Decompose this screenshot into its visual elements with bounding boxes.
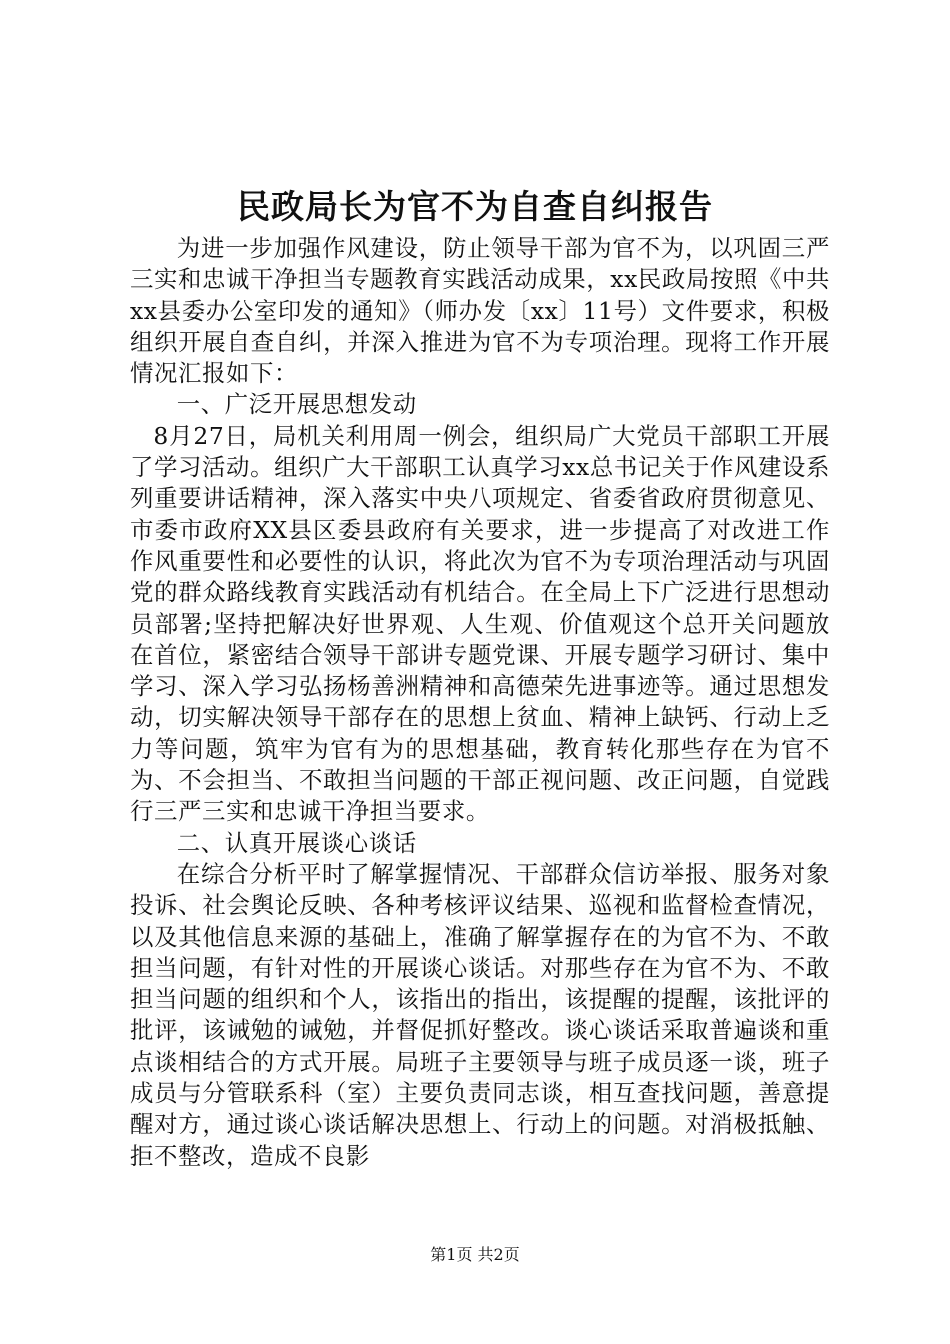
document-body	[130, 233, 830, 1172]
page-footer: 第1页 共2页	[430, 1245, 520, 1264]
section-2-paragraph: 在综合分析平时了解掌握情况、干部群众信访举报、服务对象投诉、社会舆论反映、各种考核评议结果、巡视和监督检查情况，以及其他信息来源的基础上，准确了解掌握存在的为官不为、不敢担当问题，有针对性的开展谈心谈话。对那些存在为官不为、不敢担当问题的组织和个人，该指出的指出，该提醒的提醒，该批评的批评，该诫勉的诫勉，并督促抓好整改。谈心谈话采取普遍谈和重点谈相结合的方式开展。局班子主要领导与班子成员逐一谈，班子成员与分管联系科（室）主要负责同志谈，相互查找问题，善意提醒对方，通过谈心谈话解决思想上、行动上的问题。对消极抵触、拒不整改，造成不良影	[130, 859, 830, 1170]
document-title: 民政局长为官不为自查自纠报告	[237, 187, 713, 226]
intro-paragraph: 为进一步加强作风建设，防止领导干部为官不为，以巩固三严三实和忠诚干净担当专题教育实践活动成果，xx民政局按照《中共xx县委办公室印发的通知》（师办发〔xx〕11号）文件要求，积极组织开展自查自纠，并深入推进为官不为专项治理。现将工作开展情况汇报如下：	[130, 234, 830, 388]
section-heading-2: 二、认真开展谈心谈话	[176, 828, 417, 857]
section-heading-1: 一、广泛开展思想发动	[176, 390, 417, 419]
section-1-paragraph: 8月27日，局机关利用周一例会，组织局广大党员干部职工开展了学习活动。组织广大干部职工认真学习xx总书记关于作风建设系列重要讲话精神，深入落实中央八项规定、省委省政府贯彻意见、市委市政府XX县区委县政府有关要求，进一步提高了对改进工作作风重要性和必要性的认识，将此次为官不为专项治理活动与巩固党的群众路线教育实践活动有机结合。在全局上下广泛进行思想动员部署;坚持把解决好世界观、人生观、价值观这个总开关问题放在首位，紧密结合领导干部讲专题党课、开展专题学习研讨、集中学习、深入学习弘扬杨善洲精神和高德荣先进事迹等。通过思想发动，切实解决领导干部存在的思想上贫血、精神上缺钙、行动上乏力等问题，筑牢为官有为的思想基础，教育转化那些存在为官不为、不会担当、不敢担当问题的干部正视问题、改正问题，自觉践行三严三实和忠诚干净担当要求。	[130, 421, 830, 826]
